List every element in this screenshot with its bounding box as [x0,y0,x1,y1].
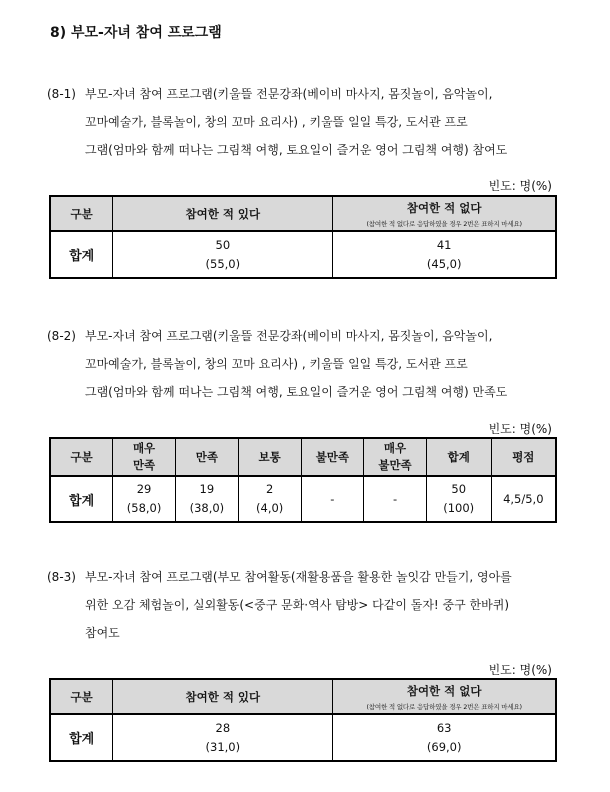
participation-table-8-3 [49,678,557,762]
unit-label: 빈도: 명(%) [488,663,552,677]
cell-satisfied: 19 (38,0) [175,476,238,522]
cell-not-participated: 63 (69,0) [333,714,556,761]
question-text-line: 부모-자녀 참여 프로그램(부모 참여활동(재활용품을 활용한 놀잇감 만들기, 영아를 [85,570,512,584]
header-participated: 참여한 적 있다 [113,679,333,714]
header-not-participated: 참여한 적 없다 (참여한 적 없다로 응답하였을 경우 2번은 표하지 마세요) [333,679,556,714]
question-number: (8-1) [47,87,76,101]
question-text-line: 꼬마예술가, 블록놀이, 창의 꼬마 요리사) , 키울뜰 일일 특강, 도서관 프로 [85,115,468,129]
header-note: (참여한 적 없다로 응답하였을 경우 2번은 표하지 마세요) [366,219,522,228]
header-very-dissatisfied: 매우 불만족 [364,438,427,476]
question-text-line: 위한 오감 체험놀이, 실외활동(<중구 문화·역사 탐방> 다같이 돌자! 중구 한바퀴) [85,598,510,612]
header-rating: 평점 [491,438,556,476]
cell-total: 50 (100) [426,476,491,522]
cell-very-satisfied: 29 (58,0) [113,476,176,522]
cell-participated: 50 (55,0) [113,231,333,278]
cell-very-dissatisfied: - [364,476,427,522]
header-note: (참여한 적 없다로 응답하였을 경우 2번은 표하지 마세요) [366,702,522,711]
header-participated: 참여한 적 있다 [113,196,333,231]
cell-not-participated: 41 (45,0) [333,231,556,278]
question-number: (8-3) [47,570,76,584]
participation-table-8-1 [49,195,557,279]
question-text-line: 부모-자녀 참여 프로그램(키울뜰 전문강좌(베이비 마사지, 몸짓놀이, 음악놀이, [85,87,493,101]
section-title: 8) 부모-자녀 참여 프로그램 [50,25,222,41]
question-8-1 [47,80,559,164]
unit-label: 빈도: 명(%) [488,422,552,436]
row-label-total: 합계 [50,231,113,278]
header-very-satisfied: 매우 만족 [113,438,176,476]
header-category: 구분 [50,196,113,231]
row-label-total: 합계 [50,714,113,761]
question-8-3 [47,563,559,647]
question-text-line: 꼬마예술가, 블록놀이, 창의 꼬마 요리사) , 키울뜰 일일 특강, 도서관 프로 [85,357,468,371]
header-category: 구분 [50,679,113,714]
question-text-line: 그램(엄마와 함께 떠나는 그림책 여행, 토요일이 즐거운 영어 그림책 여행) 참여도 [85,143,508,157]
header-dissatisfied: 불만족 [301,438,364,476]
cell-participated: 28 (31,0) [113,714,333,761]
question-text-line: 그램(엄마와 함께 떠나는 그림책 여행, 토요일이 즐거운 영어 그림책 여행) 만족도 [85,385,508,399]
cell-rating: 4,5/5,0 [491,476,556,522]
question-number: (8-2) [47,329,76,343]
question-text-line: 참여도 [85,626,120,640]
header-satisfied: 만족 [175,438,238,476]
header-neutral: 보통 [238,438,301,476]
row-label-total: 합계 [50,476,113,522]
unit-label: 빈도: 명(%) [488,179,552,193]
header-not-participated: 참여한 적 없다 (참여한 적 없다로 응답하였을 경우 2번은 표하지 마세요) [333,196,556,231]
satisfaction-table-8-2 [49,437,557,523]
cell-neutral: 2 (4,0) [238,476,301,522]
cell-dissatisfied: - [301,476,364,522]
question-text-line: 부모-자녀 참여 프로그램(키울뜰 전문강좌(베이비 마사지, 몸짓놀이, 음악놀이, [85,329,493,343]
question-8-2 [47,322,559,406]
header-category: 구분 [50,438,113,476]
header-total: 합계 [426,438,491,476]
